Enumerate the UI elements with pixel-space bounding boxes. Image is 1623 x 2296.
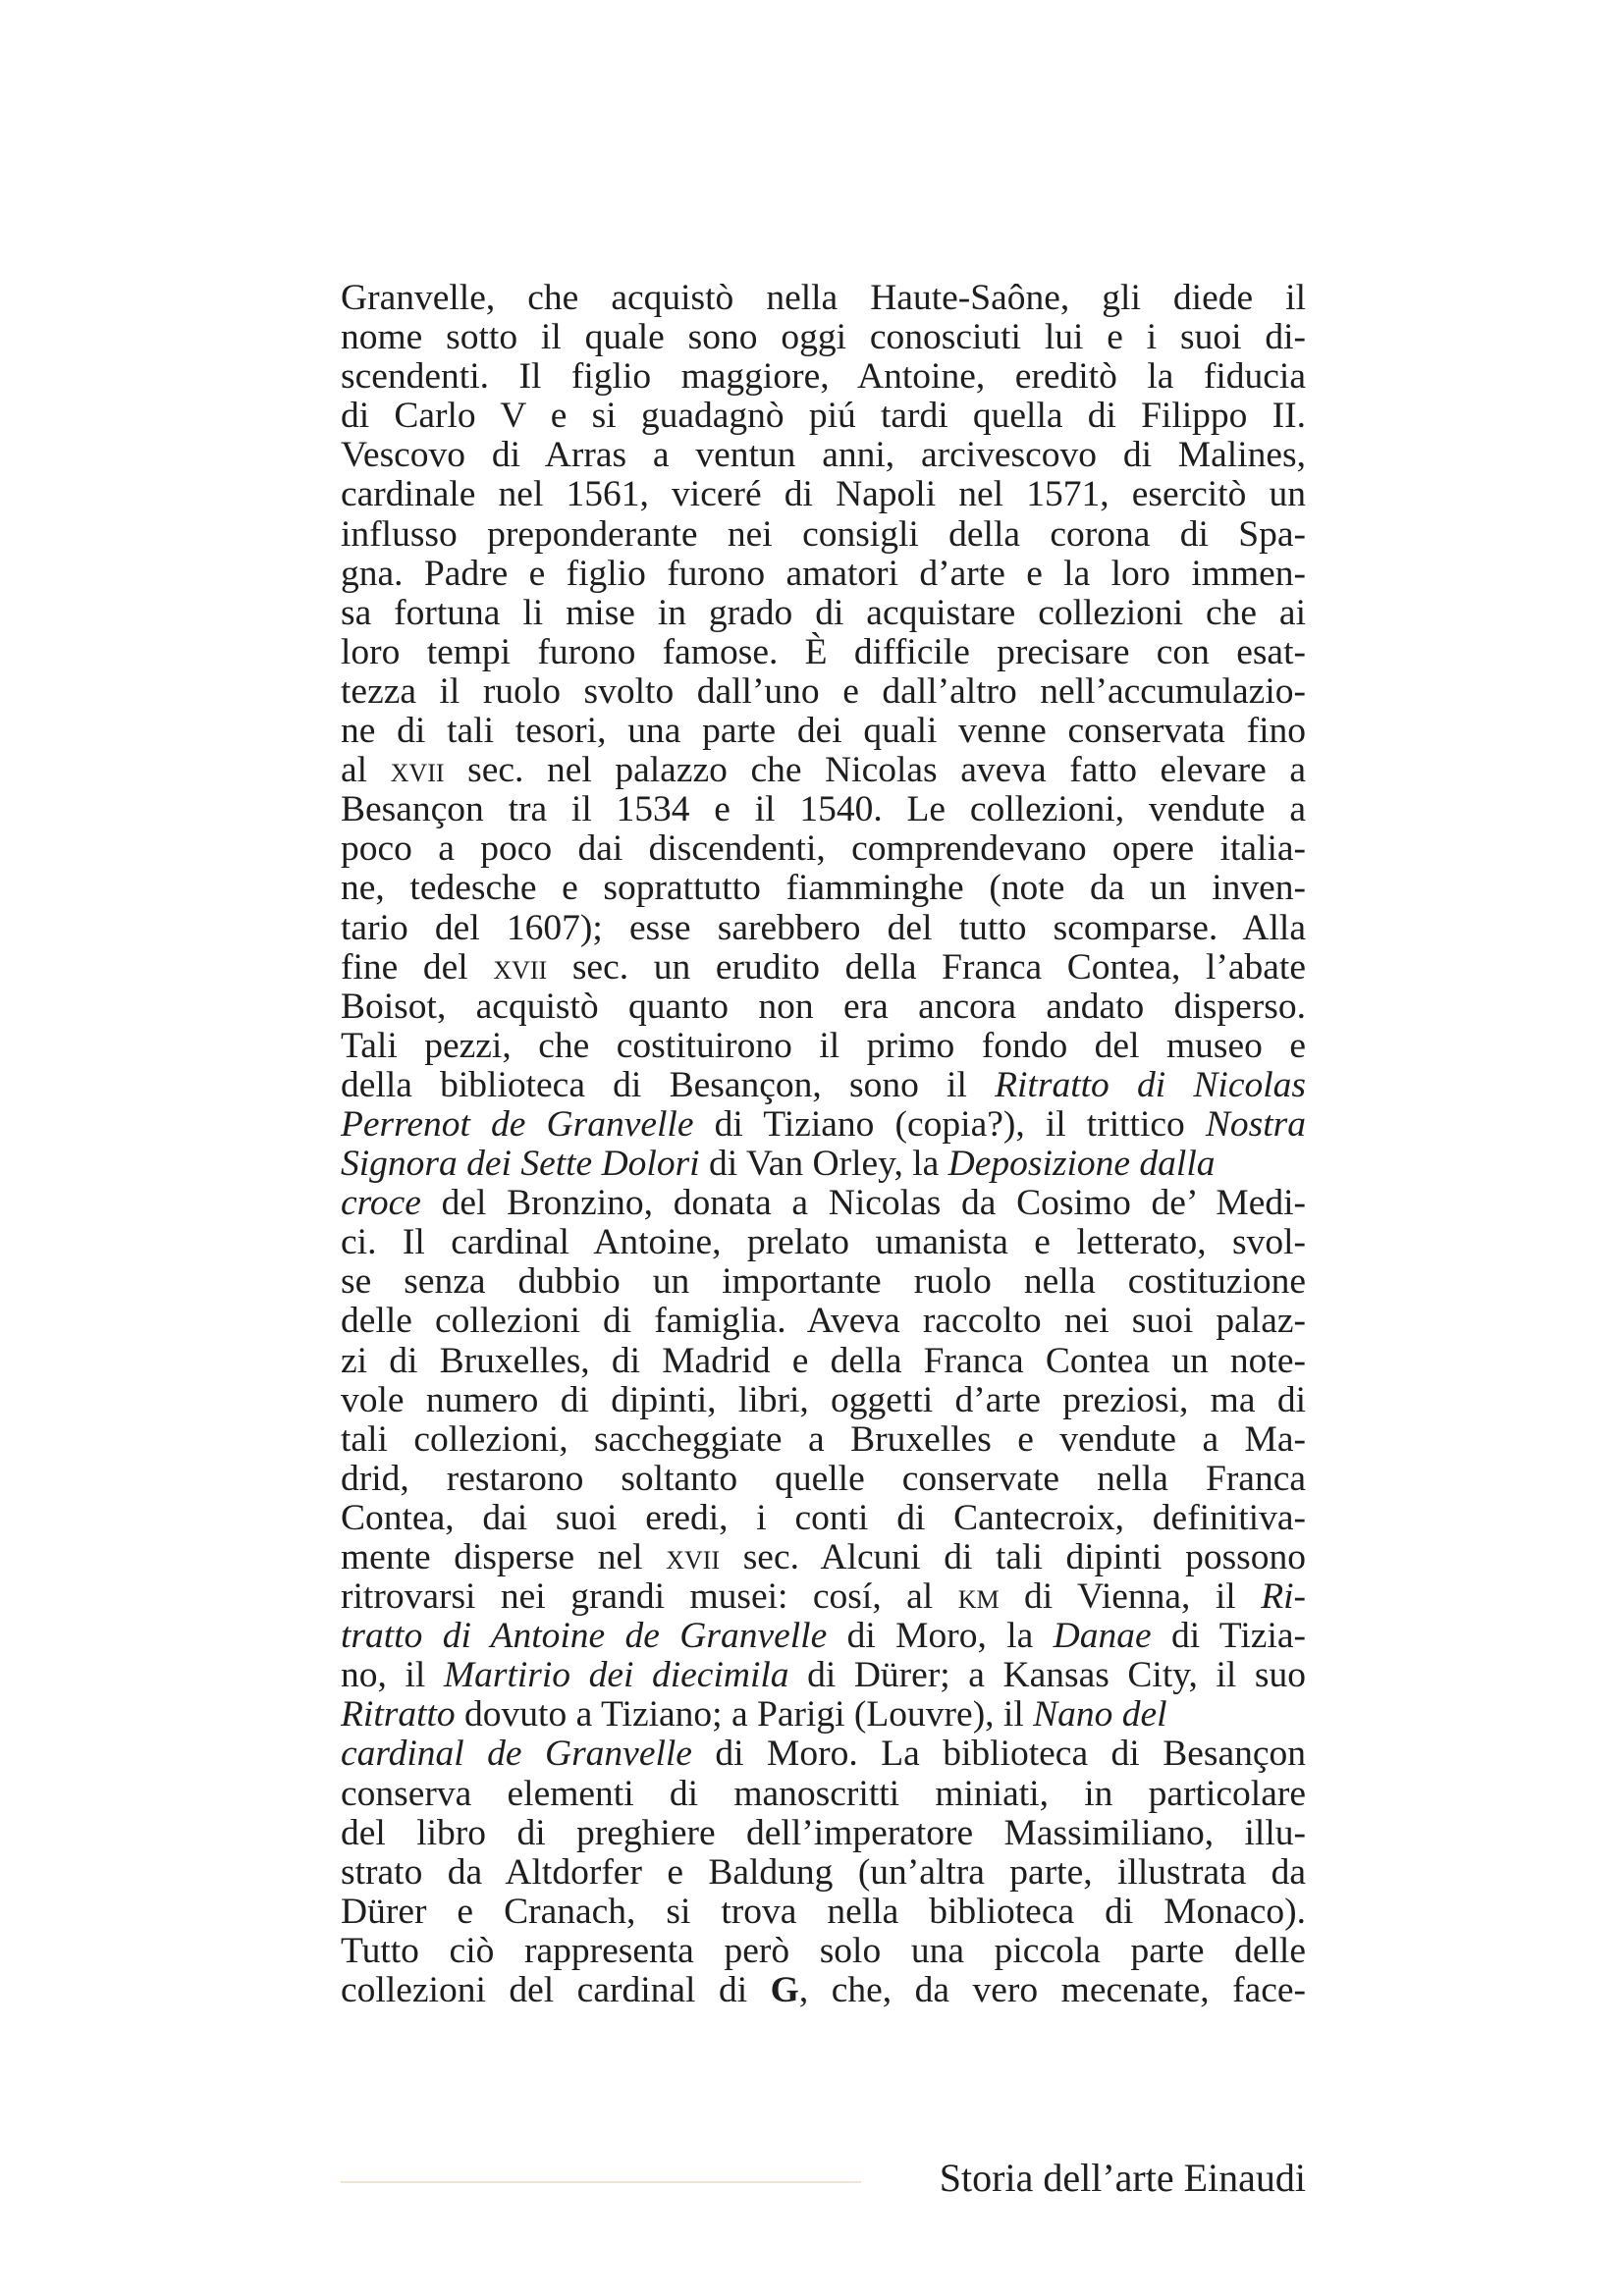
text-run: strato da Altdorfer e Baldung (un’altra parte, illustrata da [341, 1851, 1306, 1893]
text-run: sec. un erudito della Franca Contea, l’abate [547, 946, 1306, 988]
text-line [341, 1932, 1306, 1971]
text-line [341, 988, 1306, 1027]
text-run: loro tempi furono famose. È difficile precisare con esat- [341, 631, 1306, 672]
text-line [341, 829, 1306, 869]
text-run: no, il [341, 1655, 444, 1696]
text-run: scendenti. Il figlio maggiore, Antoine, ereditò la fiducia [341, 356, 1306, 398]
text-line [341, 1302, 1306, 1341]
text-run: di Carlo V e si guadagnò piú tardi quella di Filippo II. [341, 396, 1306, 437]
text-run: di Vienna, il [999, 1576, 1262, 1618]
text-line [341, 1027, 1306, 1066]
text-run: poco a poco dai discendenti, comprendevano opere italia- [341, 828, 1306, 870]
italic-title: Danae [1053, 1616, 1152, 1657]
footer-rule [341, 2181, 861, 2183]
text-line [341, 1460, 1306, 1499]
text-line [341, 1538, 1306, 1577]
text-run: del Bronzino, donata a Nicolas da Cosimo de’ Medi- [420, 1183, 1306, 1224]
text-run: di Moro, la [827, 1616, 1054, 1657]
text-run: Contea, dai suoi eredi, i conti di Cantecroix, definitiva- [341, 1497, 1306, 1538]
text-line [341, 1735, 1306, 1774]
text-line [341, 436, 1306, 475]
italic-title: Ritratto [341, 1694, 456, 1735]
text-line [341, 1656, 1306, 1695]
text-run: collezioni del cardinal di [341, 1970, 771, 2011]
text-line [341, 397, 1306, 436]
text-run: zi di Bruxelles, di Madrid e della Franca Contea un note- [341, 1340, 1306, 1381]
text-line [341, 869, 1306, 908]
text-run: Granvelle, che acquistò nella Haute-Saône, gli diede il [341, 278, 1306, 318]
text-run: , che, da vero mecenate, face- [798, 1970, 1307, 2011]
text-line [341, 475, 1306, 514]
footer-title: Storia dell’arte Einaudi [939, 2156, 1306, 2200]
italic-title: Ri- [1261, 1576, 1307, 1618]
text-run: drid, restarono soltanto quelle conservate nella Franca [341, 1458, 1306, 1499]
text-run: di Tiziano (copia?), il trittico [693, 1103, 1206, 1145]
text-run: influsso preponderante nei consigli della corona di Spa- [341, 513, 1306, 555]
text-run: nome sotto il quale sono oggi conosciuti lui e i suoi di- [341, 317, 1306, 358]
text-run: di Tizia- [1151, 1616, 1306, 1657]
text-line [341, 633, 1306, 672]
text-run: delle collezioni di famiglia. Aveva raccolto nei suoi palaz- [341, 1301, 1306, 1342]
text-line [341, 357, 1306, 397]
text-run: ne di tali tesori, una parte dei quali venne conservata fino [341, 711, 1306, 752]
text-run: della biblioteca di Besançon, sono il [341, 1064, 996, 1105]
text-line [341, 318, 1306, 357]
italic-title: tratto di Antoine de Granvelle [341, 1616, 828, 1657]
text-run: di Moro. La biblioteca di Besançon [691, 1734, 1306, 1775]
text-run: sec. nel palazzo che Nicolas aveva fatto elevare a [444, 750, 1306, 791]
text-line [341, 1223, 1306, 1262]
text-line [341, 1971, 1306, 2010]
italic-title: Nostra [1205, 1103, 1306, 1145]
text-line [341, 1853, 1306, 1893]
text-run: tezza il ruolo svolto dall’uno e dall’altro nell’accumulazio- [341, 670, 1306, 712]
text-run: ne, tedesche e soprattutto fiamminghe (note da un inven- [341, 868, 1306, 909]
text-run: gna. Padre e figlio furono amatori d’arte e la loro immen- [341, 553, 1306, 594]
text-run: di Van Orley, la [699, 1144, 948, 1185]
text-line [341, 1105, 1306, 1145]
text-line [341, 790, 1306, 829]
text-line [341, 1145, 1306, 1184]
small-caps-text: km [957, 1576, 1000, 1618]
text-line [341, 1342, 1306, 1381]
text-run: ritrovarsi nei grandi musei: cosí, al [341, 1576, 958, 1618]
text-run: mente disperse nel [341, 1537, 667, 1577]
text-run: di Dürer; a Kansas City, il suo [788, 1655, 1306, 1696]
text-line [341, 1381, 1306, 1420]
text-run: Dürer e Cranach, si trova nella biblioteca di Monaco). [341, 1891, 1306, 1932]
text-line [341, 948, 1306, 988]
text-line [341, 712, 1306, 751]
text-run: se senza dubbio un importante ruolo nella costituzione [341, 1261, 1306, 1303]
italic-title: Nano del [1033, 1694, 1167, 1735]
text-line [341, 279, 1306, 318]
text-run: dovuto a Tiziano; a Parigi (Louvre), il [455, 1694, 1034, 1735]
italic-title: croce [341, 1183, 421, 1224]
text-line [341, 1499, 1306, 1538]
text-line [341, 515, 1306, 555]
text-run: Tutto ciò rappresenta però solo una piccola parte delle [341, 1930, 1306, 1971]
italic-title: Martirio dei diecimila [443, 1655, 789, 1696]
italic-title: Perrenot de Granvelle [341, 1103, 694, 1145]
text-run: sa fortuna li mise in grado di acquistare collezioni che ai [341, 592, 1306, 633]
text-run: sec. Alcuni di tali dipinti possono [720, 1537, 1306, 1577]
italic-title: Ritratto di Nicolas [995, 1064, 1306, 1105]
text-line [341, 1617, 1306, 1656]
text-line [341, 1775, 1306, 1814]
text-run: fine del [341, 946, 494, 988]
italic-title: cardinal de Granvelle [341, 1734, 692, 1775]
text-run: conserva elementi di manoscritti miniati, in particolare [341, 1773, 1306, 1814]
text-line [341, 1814, 1306, 1853]
text-line [341, 1066, 1306, 1105]
text-line [341, 1184, 1306, 1223]
text-run: Besançon tra il 1534 e il 1540. Le collezioni, vendute a [341, 789, 1306, 830]
text-run: tario del 1607); esse sarebbero del tutto scomparse. Alla [341, 907, 1306, 948]
text-line [341, 751, 1306, 790]
text-line [341, 1262, 1306, 1302]
text-run: Boisot, acquistò quanto non era ancora andato disperso. [341, 986, 1306, 1027]
italic-title: Signora dei Sette Dolori [341, 1144, 700, 1185]
text-line [341, 1420, 1306, 1460]
bold-text: G [770, 1970, 799, 2011]
text-run: ci. Il cardinal Antoine, prelato umanista e letterato, svol- [341, 1222, 1306, 1263]
text-line [341, 1577, 1306, 1617]
body-text [341, 279, 1306, 2010]
text-run: tali collezioni, saccheggiate a Bruxelles e vendute a Ma- [341, 1418, 1306, 1460]
text-line [341, 672, 1306, 712]
text-line [341, 1893, 1306, 1932]
text-run: Vescovo di Arras a ventun anni, arcivescovo di Malines, [341, 435, 1306, 476]
text-line [341, 594, 1306, 633]
page-footer [341, 2153, 1306, 2204]
small-caps-text: xvii [390, 750, 445, 791]
small-caps-text: xvii [666, 1537, 721, 1577]
text-run: al [341, 750, 391, 791]
small-caps-text: xvii [493, 946, 548, 988]
text-line [341, 1695, 1306, 1735]
text-run: Tali pezzi, che costituirono il primo fondo del museo e [341, 1025, 1306, 1066]
text-line [341, 555, 1306, 594]
text-run: cardinale nel 1561, viceré di Napoli nel 1571, esercitò un [341, 474, 1306, 515]
text-run: del libro di preghiere dell’imperatore Massimiliano, illu- [341, 1812, 1306, 1853]
text-run: vole numero di dipinti, libri, oggetti d’arte preziosi, ma di [341, 1379, 1306, 1420]
italic-title: Deposizione dalla [947, 1144, 1216, 1185]
text-line [341, 909, 1306, 948]
